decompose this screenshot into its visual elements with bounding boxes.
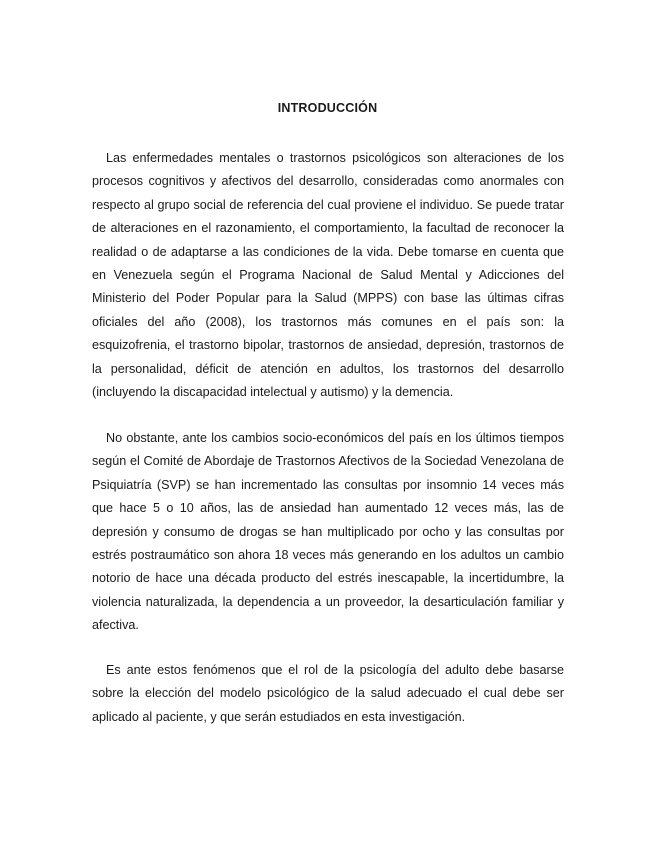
paragraph-1-block xyxy=(92,147,564,404)
page-title: INTRODUCCIÓN xyxy=(277,101,378,115)
paragraph-3-block xyxy=(92,659,564,729)
paragraph-1: Las enfermedades mentales o trastornos psicológicos son alteraciones de los procesos cognitivos y afectivos del desarrollo, consideradas como anormales con respecto al grupo social de referencia del cual proviene el individuo. Se puede tratar de alteraciones en el razonamiento, el comportamiento, la facultad de reconocer la realidad o de adaptarse a las condiciones de la vida. Debe tomarse en cuenta que en Venezuela según el Programa Nacional de Salud Mental y Adicciones del Ministerio del Poder Popular para la Salud (MPPS) con base las últimas cifras oficiales del año (2008), los trastornos más comunes en el país son: la esquizofrenia, el trastorno bipolar, trastornos de ansiedad, depresión, trastornos de la personalidad, déficit de atención en adultos, los trastornos del desarrollo (incluyendo la discapacidad intelectual y autismo) y la demencia. xyxy=(92,151,564,400)
paragraph-2: No obstante, ante los cambios socio-económicos del país en los últimos tiempos según el Comité de Abordaje de Trastornos Afectivos de la Sociedad Venezolana de Psiquiatría (SVP) se han incrementado las consultas por insomnio 14 veces más que hace 5 o 10 años, las de ansiedad han aumentado 12 veces más, las de depresión y consumo de drogas se han multiplicado por ocho y las consultas por estrés postraumático son ahora 18 veces más generando en los adultos un cambio notorio de hace una década producto del estrés inescapable, la incertidumbre, la violencia naturalizada, la dependencia a un proveedor, la desarticulación familiar y afectiva. xyxy=(92,431,564,633)
paragraph-2-block xyxy=(92,427,564,638)
paragraph-3: Es ante estos fenómenos que el rol de la psicología del adulto debe basarse sobre la elección del modelo psicológico de la salud adecuado el cual debe ser aplicado al paciente, y que serán estudiados en esta investigación. xyxy=(92,663,564,724)
